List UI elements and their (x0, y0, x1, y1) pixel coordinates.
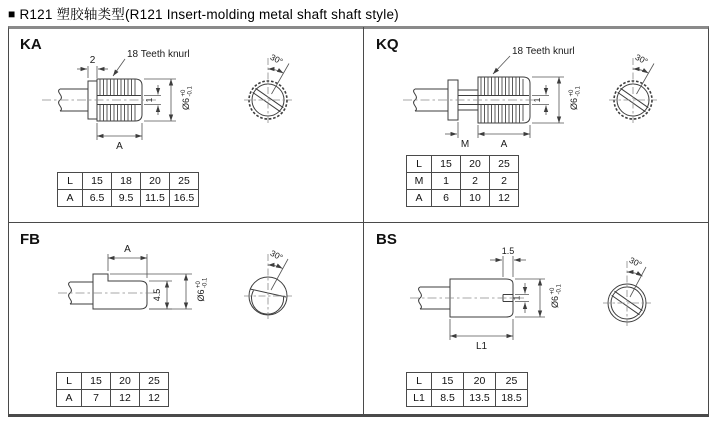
ka-tol-plus: +0 (181, 89, 187, 97)
table-cell: 6.5 (83, 190, 112, 207)
table-cell: 2 (490, 173, 519, 190)
table-cell: 16.5 (170, 190, 199, 207)
kq-tol-minus: -0.1 (575, 86, 582, 97)
kq-dim-neck-length: M (460, 139, 470, 150)
table-cell: 20 (141, 173, 170, 190)
ka-dim-angle: 30° (268, 51, 285, 67)
table-cell: 18 (112, 173, 141, 190)
table-row (407, 373, 528, 390)
fb-side-view (58, 274, 162, 309)
kq-dim-table (406, 155, 519, 207)
fb-dim-diameter (196, 277, 209, 302)
page-title (8, 3, 399, 23)
table-cell: 15 (82, 373, 111, 390)
table-cell: 25 (170, 173, 199, 190)
title-square-icon: ■ (8, 7, 16, 21)
title-cjk: 塑胶轴类型 (56, 7, 125, 22)
vertical-divider (363, 27, 364, 414)
ka-tol-minus: -0.1 (187, 86, 194, 97)
fb-end-view (244, 248, 292, 320)
ka-side-view (42, 79, 156, 121)
table-cell: 20 (461, 156, 490, 173)
table-cell: 25 (490, 156, 519, 173)
fb-dimensions (108, 244, 209, 309)
table-row (407, 156, 519, 173)
kq-knurl-note: 18 Teeth knurl (512, 46, 575, 57)
ka-dim-slot-width: 1 (144, 97, 154, 103)
ka-dimensions (77, 49, 194, 152)
table-header-cell: L (58, 173, 83, 190)
table-cell: 15 (83, 173, 112, 190)
ka-dim-diameter (181, 85, 194, 110)
bs-side-view (410, 279, 527, 317)
kq-diameter-value: Ø6 (569, 98, 579, 111)
table-cell: 1 (432, 173, 461, 190)
fb-dim-flat-length: A (124, 244, 131, 255)
table-cell: 12 (490, 190, 519, 207)
kq-end-view (609, 52, 657, 124)
table-row (407, 173, 519, 190)
fb-dim-table (56, 372, 169, 407)
table-cell: 20 (464, 373, 496, 390)
bs-end-view (603, 255, 651, 327)
kq-dim-diameter (569, 85, 582, 110)
table-cell: 15 (432, 373, 464, 390)
title-prefix: R121 (19, 7, 57, 22)
table-cell: 7 (82, 390, 111, 407)
table-cell: 25 (140, 373, 169, 390)
table-cell: 12 (140, 390, 169, 407)
table-header-cell: L (407, 373, 432, 390)
table-cell: 12 (111, 390, 140, 407)
fb-tol-plus: +0 (196, 281, 202, 288)
table-cell: 13.5 (464, 390, 496, 407)
table-header-cell: A (407, 190, 432, 207)
bs-dim-body-length: L1 (475, 341, 488, 352)
bs-dim-slot-width: 1 (511, 295, 522, 301)
table-cell: 9.5 (112, 190, 141, 207)
table-header-cell: A (57, 390, 82, 407)
table-row (57, 390, 169, 407)
table-cell: 8.5 (432, 390, 464, 407)
kq-tol-plus: +0 (569, 89, 575, 97)
kq-side-view (403, 77, 543, 123)
table-row (57, 373, 169, 390)
bs-dim-diameter (550, 283, 563, 308)
bs-diameter-value: Ø6 (550, 296, 560, 309)
ka-dim-table (57, 172, 199, 207)
table-cell: 11.5 (141, 190, 170, 207)
kq-dim-knurl-length: A (500, 139, 508, 150)
title-suffix: (R121 Insert-molding metal shaft shaft style) (124, 7, 399, 22)
bs-dimensions (450, 246, 563, 352)
table-cell: 18.5 (496, 390, 528, 407)
table-cell: 10 (461, 190, 490, 207)
panel-label-ka: KA (20, 36, 42, 53)
kq-dim-slot-width: 1 (532, 97, 542, 103)
table-header-cell: M (407, 173, 432, 190)
fb-dim-flat-height: 4.5 (152, 288, 162, 302)
fb-dim-angle: 30° (268, 247, 285, 263)
ka-end-view (244, 52, 292, 124)
table-cell: 20 (111, 373, 140, 390)
table-header-cell: L (407, 156, 432, 173)
ka-dim-knurl-length: A (116, 141, 123, 152)
fb-diameter-value: Ø6 (196, 289, 206, 302)
kq-dimensions (445, 46, 582, 150)
ka-knurl-note: 18 Teeth knurl (127, 49, 190, 60)
table-row (407, 390, 528, 407)
panel-label-kq: KQ (376, 36, 399, 53)
bs-dim-slot-depth: 1.5 (501, 246, 515, 256)
table-header-cell: L1 (407, 390, 432, 407)
table-row (58, 190, 199, 207)
panel-label-bs: BS (376, 231, 397, 248)
table-cell: 15 (432, 156, 461, 173)
table-cell: 6 (432, 190, 461, 207)
bs-dim-angle: 30° (627, 254, 644, 270)
kq-dim-angle: 30° (633, 51, 650, 67)
table-header-cell: L (57, 373, 82, 390)
table-header-cell: A (58, 190, 83, 207)
ka-dim-flange-width: 2 (89, 55, 96, 66)
table-row (58, 173, 199, 190)
table-row (407, 190, 519, 207)
ka-diameter-value: Ø6 (181, 98, 191, 111)
bs-tol-plus: +0 (550, 287, 556, 295)
panel-label-fb: FB (20, 231, 40, 248)
bs-tol-minus: -0.1 (556, 284, 563, 295)
table-cell: 2 (461, 173, 490, 190)
table-cell: 25 (496, 373, 528, 390)
bs-dim-table (406, 372, 528, 407)
fb-tol-minus: -0.1 (202, 277, 209, 288)
